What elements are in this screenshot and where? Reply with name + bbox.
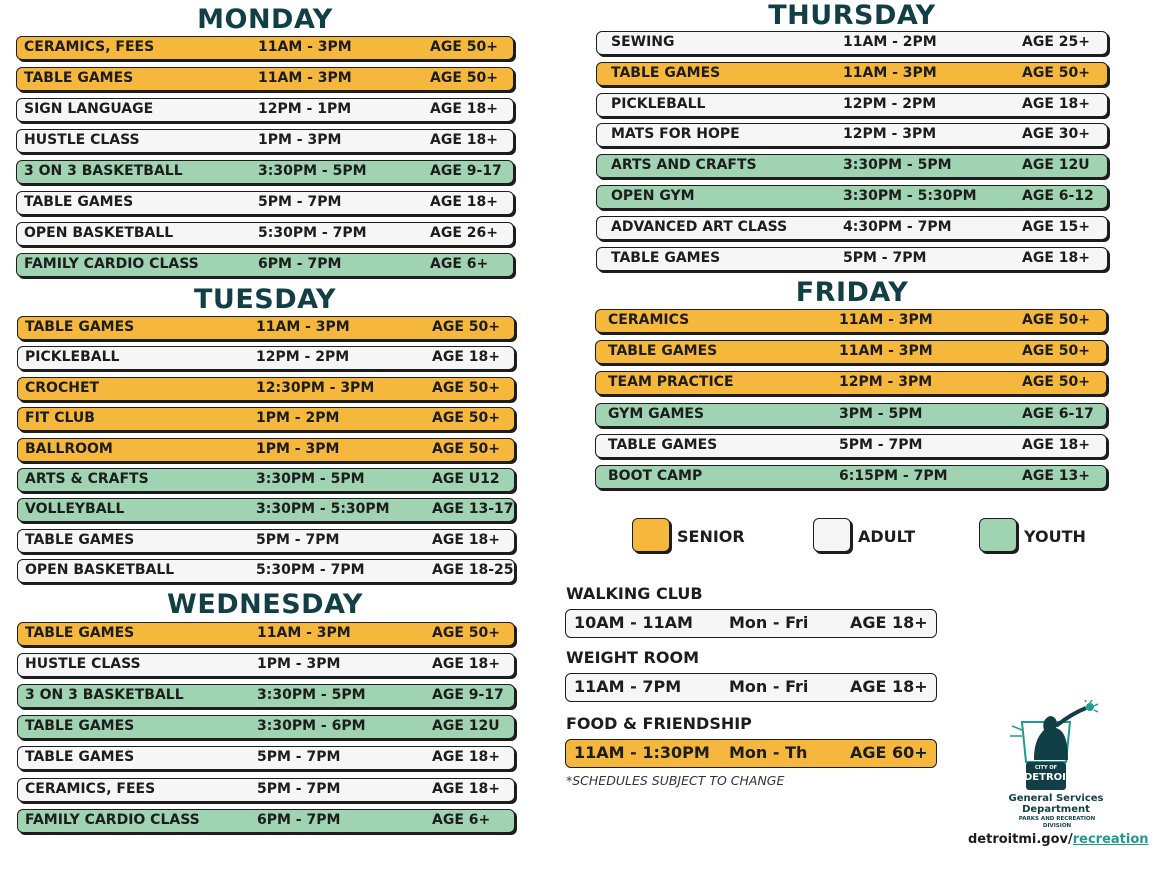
activity-name: TABLE GAMES bbox=[25, 625, 135, 641]
schedule-row bbox=[17, 684, 515, 708]
logo-department: General Services Department bbox=[1008, 793, 1104, 815]
legend-senior-swatch bbox=[632, 518, 670, 552]
activity-age: AGE 50+ bbox=[432, 440, 500, 457]
schedule-row bbox=[16, 253, 514, 277]
activity-age: AGE U12 bbox=[432, 471, 500, 487]
logo-city-of: CITY OF bbox=[1035, 765, 1057, 771]
weight-room-age: AGE 18+ bbox=[850, 677, 928, 696]
activity-age: AGE 50+ bbox=[432, 625, 500, 641]
schedule-row bbox=[17, 809, 515, 833]
activity-age: AGE 13-17 bbox=[432, 501, 514, 518]
activity-time: 6PM - 7PM bbox=[257, 811, 341, 828]
activity-age: AGE 18+ bbox=[430, 101, 498, 117]
activity-age: AGE 50+ bbox=[432, 410, 500, 427]
activity-time: 1PM - 3PM bbox=[258, 132, 342, 148]
activity-time: 5PM - 7PM bbox=[839, 436, 923, 453]
activity-age: AGE 30+ bbox=[1022, 126, 1090, 143]
activity-name: HUSTLE CLASS bbox=[24, 132, 140, 148]
activity-time: 12PM - 1PM bbox=[258, 101, 352, 117]
activity-age: AGE 18+ bbox=[432, 749, 500, 766]
schedule-row bbox=[16, 36, 514, 60]
activity-name: SEWING bbox=[611, 34, 675, 50]
walking-club-days: Mon - Fri bbox=[729, 613, 809, 632]
legend-adult-swatch bbox=[813, 518, 851, 552]
schedule-note: *SCHEDULES SUBJECT TO CHANGE bbox=[566, 773, 785, 788]
activity-time: 11AM - 3PM bbox=[258, 39, 352, 55]
activity-age: AGE 15+ bbox=[1022, 218, 1090, 235]
activity-age: AGE 12U bbox=[1022, 157, 1090, 174]
activity-age: AGE 6+ bbox=[432, 811, 491, 828]
legend-adult-label: ADULT bbox=[858, 527, 916, 546]
activity-age: AGE 9-17 bbox=[430, 163, 502, 179]
schedule-row bbox=[16, 160, 514, 184]
activity-time: 3:30PM - 5PM bbox=[257, 687, 366, 704]
schedule-row bbox=[17, 778, 515, 802]
activity-age: AGE 18+ bbox=[432, 780, 500, 797]
activity-time: 12:30PM - 3PM bbox=[256, 379, 375, 396]
activity-name: TABLE GAMES bbox=[25, 531, 135, 548]
recreation-link[interactable] bbox=[968, 832, 1149, 847]
activity-time: 3:30PM - 6PM bbox=[257, 718, 366, 735]
food-friendship-time: 11AM - 1:30PM bbox=[574, 743, 710, 762]
schedule-row bbox=[17, 498, 515, 522]
activity-time: 11AM - 3PM bbox=[839, 312, 933, 328]
activity-age: AGE 50+ bbox=[1022, 374, 1090, 391]
activity-name: TABLE GAMES bbox=[25, 749, 135, 766]
activity-name: FAMILY CARDIO CLASS bbox=[24, 256, 199, 272]
schedule-row bbox=[17, 559, 515, 583]
schedule-row bbox=[596, 185, 1108, 209]
activity-time: 5PM - 7PM bbox=[843, 249, 927, 266]
activity-name: 3 ON 3 BASKETBALL bbox=[24, 163, 183, 179]
schedule-row bbox=[595, 309, 1107, 333]
activity-time: 1PM - 3PM bbox=[257, 656, 341, 673]
activity-name: 3 ON 3 BASKETBALL bbox=[25, 687, 184, 704]
activity-time: 3PM - 5PM bbox=[839, 405, 923, 422]
activity-name: PICKLEBALL bbox=[25, 349, 120, 366]
schedule-row bbox=[16, 129, 514, 153]
monday-title: MONDAY bbox=[197, 4, 333, 35]
recreation-link-path: recreation bbox=[1072, 832, 1149, 847]
activity-name: TABLE GAMES bbox=[608, 343, 718, 360]
schedule-row bbox=[17, 377, 515, 401]
walking-club-age: AGE 18+ bbox=[850, 613, 928, 632]
activity-time: 6PM - 7PM bbox=[258, 256, 342, 272]
schedule-row bbox=[595, 465, 1107, 489]
activity-name: CERAMICS, FEES bbox=[24, 39, 155, 55]
activity-time: 5PM - 7PM bbox=[257, 749, 341, 766]
schedule-row bbox=[17, 438, 515, 462]
walking-club-title: WALKING CLUB bbox=[566, 584, 703, 603]
activity-time: 5:30PM - 7PM bbox=[258, 225, 367, 241]
weight-room-title: WEIGHT ROOM bbox=[566, 648, 699, 667]
activity-age: AGE 18-25 bbox=[432, 562, 514, 579]
friday-title: FRIDAY bbox=[795, 277, 909, 308]
activity-name: MATS FOR HOPE bbox=[611, 126, 740, 143]
activity-name: BOOT CAMP bbox=[608, 468, 703, 484]
activity-name: OPEN BASKETBALL bbox=[25, 562, 175, 579]
activity-age: AGE 18+ bbox=[432, 656, 500, 673]
food-friendship-age: AGE 60+ bbox=[850, 743, 928, 762]
activity-time: 11AM - 3PM bbox=[258, 70, 352, 86]
activity-age: AGE 18+ bbox=[1022, 95, 1090, 112]
wednesday-title: WEDNESDAY bbox=[167, 589, 363, 620]
activity-name: OPEN GYM bbox=[611, 188, 695, 204]
logo-division: PARKS AND RECREATION DIVISION bbox=[1018, 816, 1096, 829]
schedule-row bbox=[17, 407, 515, 431]
activity-name: TABLE GAMES bbox=[25, 718, 135, 735]
weight-room-row bbox=[565, 673, 937, 702]
activity-name: FIT CLUB bbox=[25, 410, 95, 427]
activity-time: 1PM - 2PM bbox=[256, 410, 340, 427]
activity-time: 5PM - 7PM bbox=[256, 531, 340, 548]
activity-age: AGE 50+ bbox=[430, 39, 498, 55]
activity-age: AGE 50+ bbox=[1022, 312, 1090, 328]
activity-time: 3:30PM - 5PM bbox=[258, 163, 367, 179]
schedule-row bbox=[596, 247, 1108, 271]
activity-name: TABLE GAMES bbox=[24, 194, 134, 210]
legend-youth-swatch bbox=[979, 518, 1017, 552]
activity-name: FAMILY CARDIO CLASS bbox=[25, 811, 200, 828]
activity-name: ARTS AND CRAFTS bbox=[611, 157, 757, 174]
weight-room-days: Mon - Fri bbox=[729, 677, 809, 696]
activity-age: AGE 6-17 bbox=[1022, 405, 1094, 422]
schedule-row bbox=[17, 653, 515, 677]
food-friendship-row bbox=[565, 739, 937, 768]
activity-age: AGE 9-17 bbox=[432, 687, 504, 704]
activity-age: AGE 6+ bbox=[430, 256, 489, 272]
activity-name: SIGN LANGUAGE bbox=[24, 101, 154, 117]
schedule-row bbox=[17, 622, 515, 646]
activity-name: VOLLEYBALL bbox=[25, 501, 125, 518]
schedule-row bbox=[17, 316, 515, 340]
activity-name: TABLE GAMES bbox=[608, 436, 718, 453]
legend-youth-label: YOUTH bbox=[1024, 527, 1086, 546]
activity-time: 12PM - 2PM bbox=[256, 349, 350, 366]
activity-name: PICKLEBALL bbox=[611, 95, 706, 112]
schedule-row bbox=[16, 98, 514, 122]
activity-name: HUSTLE CLASS bbox=[25, 656, 141, 673]
activity-name: OPEN BASKETBALL bbox=[24, 225, 174, 241]
activity-time: 1PM - 3PM bbox=[256, 440, 340, 457]
activity-name: TABLE GAMES bbox=[611, 64, 721, 81]
schedule-row bbox=[595, 434, 1107, 458]
activity-age: AGE 18+ bbox=[1022, 249, 1090, 266]
schedule-row bbox=[16, 222, 514, 246]
schedule-row bbox=[17, 468, 515, 492]
activity-name: CROCHET bbox=[25, 379, 100, 396]
food-friendship-days: Mon - Th bbox=[729, 743, 808, 762]
activity-time: 5PM - 7PM bbox=[257, 780, 341, 797]
activity-age: AGE 12U bbox=[432, 718, 500, 735]
activity-name: TABLE GAMES bbox=[611, 249, 721, 266]
activity-age: AGE 6-12 bbox=[1022, 188, 1094, 204]
walking-club-row bbox=[565, 609, 937, 638]
schedule-row bbox=[596, 31, 1108, 55]
activity-time: 5:30PM - 7PM bbox=[256, 562, 365, 579]
activity-time: 4:30PM - 7PM bbox=[843, 218, 952, 235]
activity-age: AGE 18+ bbox=[432, 531, 500, 548]
schedule-row bbox=[595, 340, 1107, 364]
schedule-row bbox=[596, 216, 1108, 240]
schedule-row bbox=[17, 746, 515, 770]
weight-room-time: 11AM - 7PM bbox=[574, 677, 682, 696]
detroit-logo bbox=[1008, 700, 1108, 792]
activity-age: AGE 18+ bbox=[1022, 436, 1090, 453]
activity-age: AGE 13+ bbox=[1022, 468, 1090, 484]
activity-age: AGE 50+ bbox=[1022, 343, 1090, 360]
activity-time: 11AM - 3PM bbox=[257, 625, 351, 641]
activity-age: AGE 50+ bbox=[1022, 64, 1090, 81]
schedule-row bbox=[596, 154, 1108, 178]
schedule-row bbox=[16, 67, 514, 91]
activity-name: ARTS & CRAFTS bbox=[25, 471, 149, 487]
activity-time: 11AM - 3PM bbox=[839, 343, 933, 360]
activity-name: TABLE GAMES bbox=[25, 319, 135, 335]
schedule-row bbox=[595, 371, 1107, 395]
schedule-row bbox=[595, 403, 1107, 427]
activity-time: 12PM - 2PM bbox=[843, 95, 937, 112]
tuesday-title: TUESDAY bbox=[193, 284, 336, 315]
recreation-link-domain: detroitmi.gov/ bbox=[968, 832, 1073, 847]
activity-time: 5PM - 7PM bbox=[258, 194, 342, 210]
activity-name: ADVANCED ART CLASS bbox=[611, 218, 788, 235]
activity-age: AGE 18+ bbox=[430, 194, 498, 210]
activity-time: 11AM - 3PM bbox=[256, 319, 350, 335]
activity-age: AGE 18+ bbox=[432, 349, 500, 366]
legend-senior-label: SENIOR bbox=[677, 527, 745, 546]
activity-time: 3:30PM - 5PM bbox=[843, 157, 952, 174]
activity-age: AGE 26+ bbox=[430, 225, 498, 241]
schedule-row bbox=[596, 62, 1108, 86]
schedule-row bbox=[17, 346, 515, 370]
schedule-row bbox=[16, 191, 514, 215]
activity-name: TABLE GAMES bbox=[24, 70, 134, 86]
logo-city: DETROIT bbox=[1024, 772, 1073, 783]
activity-time: 3:30PM - 5:30PM bbox=[256, 501, 390, 518]
activity-name: BALLROOM bbox=[25, 440, 113, 457]
food-friendship-title: FOOD & FRIENDSHIP bbox=[566, 714, 752, 733]
schedule-row bbox=[17, 529, 515, 553]
schedule-row bbox=[17, 715, 515, 739]
activity-name: TEAM PRACTICE bbox=[608, 374, 734, 391]
activity-time: 12PM - 3PM bbox=[839, 374, 933, 391]
schedule-row bbox=[596, 123, 1108, 147]
activity-age: AGE 18+ bbox=[430, 132, 498, 148]
activity-age: AGE 50+ bbox=[430, 70, 498, 86]
activity-name: CERAMICS bbox=[608, 312, 690, 328]
activity-time: 3:30PM - 5:30PM bbox=[843, 188, 977, 204]
schedule-row bbox=[596, 93, 1108, 117]
activity-time: 12PM - 3PM bbox=[843, 126, 937, 143]
activity-name: CERAMICS, FEES bbox=[25, 780, 156, 797]
activity-age: AGE 50+ bbox=[432, 319, 500, 335]
activity-time: 6:15PM - 7PM bbox=[839, 468, 948, 484]
thursday-title: THURSDAY bbox=[768, 0, 936, 31]
activity-time: 3:30PM - 5PM bbox=[256, 471, 365, 487]
activity-name: GYM GAMES bbox=[608, 405, 705, 422]
activity-age: AGE 25+ bbox=[1022, 34, 1090, 50]
walking-club-time: 10AM - 11AM bbox=[574, 613, 693, 632]
activity-time: 11AM - 3PM bbox=[843, 64, 937, 81]
activity-age: AGE 50+ bbox=[432, 379, 500, 396]
activity-time: 11AM - 2PM bbox=[843, 34, 937, 50]
